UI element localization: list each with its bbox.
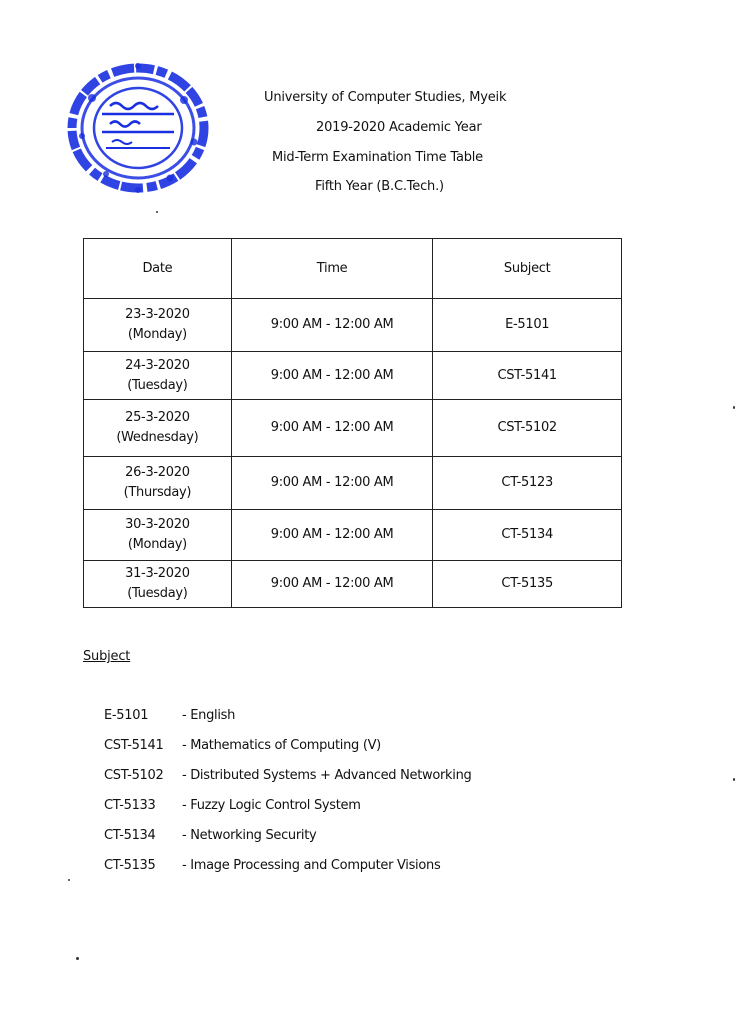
subject-cell: CST-5141 bbox=[433, 352, 622, 400]
subject-description: - Fuzzy Logic Control System bbox=[182, 798, 361, 813]
subject-code: CT-5133 bbox=[104, 798, 156, 813]
subject-legend-title: Subject bbox=[83, 649, 131, 664]
subject-code: CT-5134 bbox=[104, 828, 156, 843]
subject-description: - Networking Security bbox=[182, 828, 317, 843]
column-header-subject: Subject bbox=[433, 239, 622, 299]
time-cell: 9:00 AM - 12:00 AM bbox=[231, 510, 433, 561]
date-cell bbox=[84, 510, 232, 561]
class-name: Fifth Year (B.C.Tech.) bbox=[315, 179, 444, 194]
date-text: 25-3-2020 bbox=[125, 410, 190, 425]
subject-code: CST-5141 bbox=[104, 738, 164, 753]
day-text: (Tuesday) bbox=[127, 586, 188, 601]
table-row bbox=[84, 457, 622, 510]
table-row bbox=[84, 400, 622, 457]
subject-code: CST-5102 bbox=[104, 768, 164, 783]
subject-cell: CT-5135 bbox=[433, 561, 622, 608]
university-name: University of Computer Studies, Myeik bbox=[264, 90, 507, 105]
academic-year: 2019-2020 Academic Year bbox=[316, 120, 482, 135]
subject-description: - Distributed Systems + Advanced Networking bbox=[182, 768, 472, 783]
scan-speck bbox=[68, 879, 70, 881]
subject-description: - Image Processing and Computer Visions bbox=[182, 858, 441, 873]
day-text: (Thursday) bbox=[123, 485, 192, 500]
time-cell: 9:00 AM - 12:00 AM bbox=[231, 400, 433, 457]
date-text: 30-3-2020 bbox=[125, 517, 190, 532]
day-text: (Tuesday) bbox=[127, 377, 188, 393]
subject-description: - English bbox=[182, 708, 236, 723]
timetable bbox=[83, 238, 622, 608]
time-cell: 9:00 AM - 12:00 AM bbox=[231, 561, 433, 608]
scan-speck bbox=[733, 406, 735, 409]
scan-speck bbox=[156, 211, 158, 213]
official-seal-icon bbox=[62, 58, 212, 198]
table-header-row bbox=[84, 239, 622, 299]
subject-code: E-5101 bbox=[104, 708, 149, 723]
table-row bbox=[84, 510, 622, 561]
date-cell bbox=[84, 352, 232, 400]
day-text: (Wednesday) bbox=[116, 430, 199, 445]
subject-cell: CT-5123 bbox=[433, 457, 622, 510]
date-text: 26-3-2020 bbox=[125, 465, 190, 480]
table-row bbox=[84, 352, 622, 400]
column-header-time: Time bbox=[231, 239, 433, 299]
table-row bbox=[84, 561, 622, 608]
date-text: 31-3-2020 bbox=[125, 566, 190, 581]
subject-cell: CT-5134 bbox=[433, 510, 622, 561]
subject-description: - Mathematics of Computing (V) bbox=[182, 738, 381, 753]
scan-speck bbox=[733, 778, 735, 781]
date-cell bbox=[84, 457, 232, 510]
time-cell: 9:00 AM - 12:00 AM bbox=[231, 352, 433, 400]
day-text: (Monday) bbox=[127, 537, 187, 552]
date-cell bbox=[84, 299, 232, 352]
time-cell: 9:00 AM - 12:00 AM bbox=[231, 299, 433, 352]
table-row bbox=[84, 299, 622, 352]
date-text: 23-3-2020 bbox=[125, 307, 190, 322]
day-text: (Monday) bbox=[127, 327, 187, 342]
subject-code: CT-5135 bbox=[104, 858, 156, 873]
date-text: 24-3-2020 bbox=[125, 357, 190, 373]
exam-title: Mid-Term Examination Time Table bbox=[272, 150, 483, 165]
column-header-date: Date bbox=[84, 239, 232, 299]
date-cell bbox=[84, 561, 232, 608]
subject-cell: CST-5102 bbox=[433, 400, 622, 457]
date-cell bbox=[84, 400, 232, 457]
subject-cell: E-5101 bbox=[433, 299, 622, 352]
scan-speck bbox=[76, 957, 79, 960]
time-cell: 9:00 AM - 12:00 AM bbox=[231, 457, 433, 510]
